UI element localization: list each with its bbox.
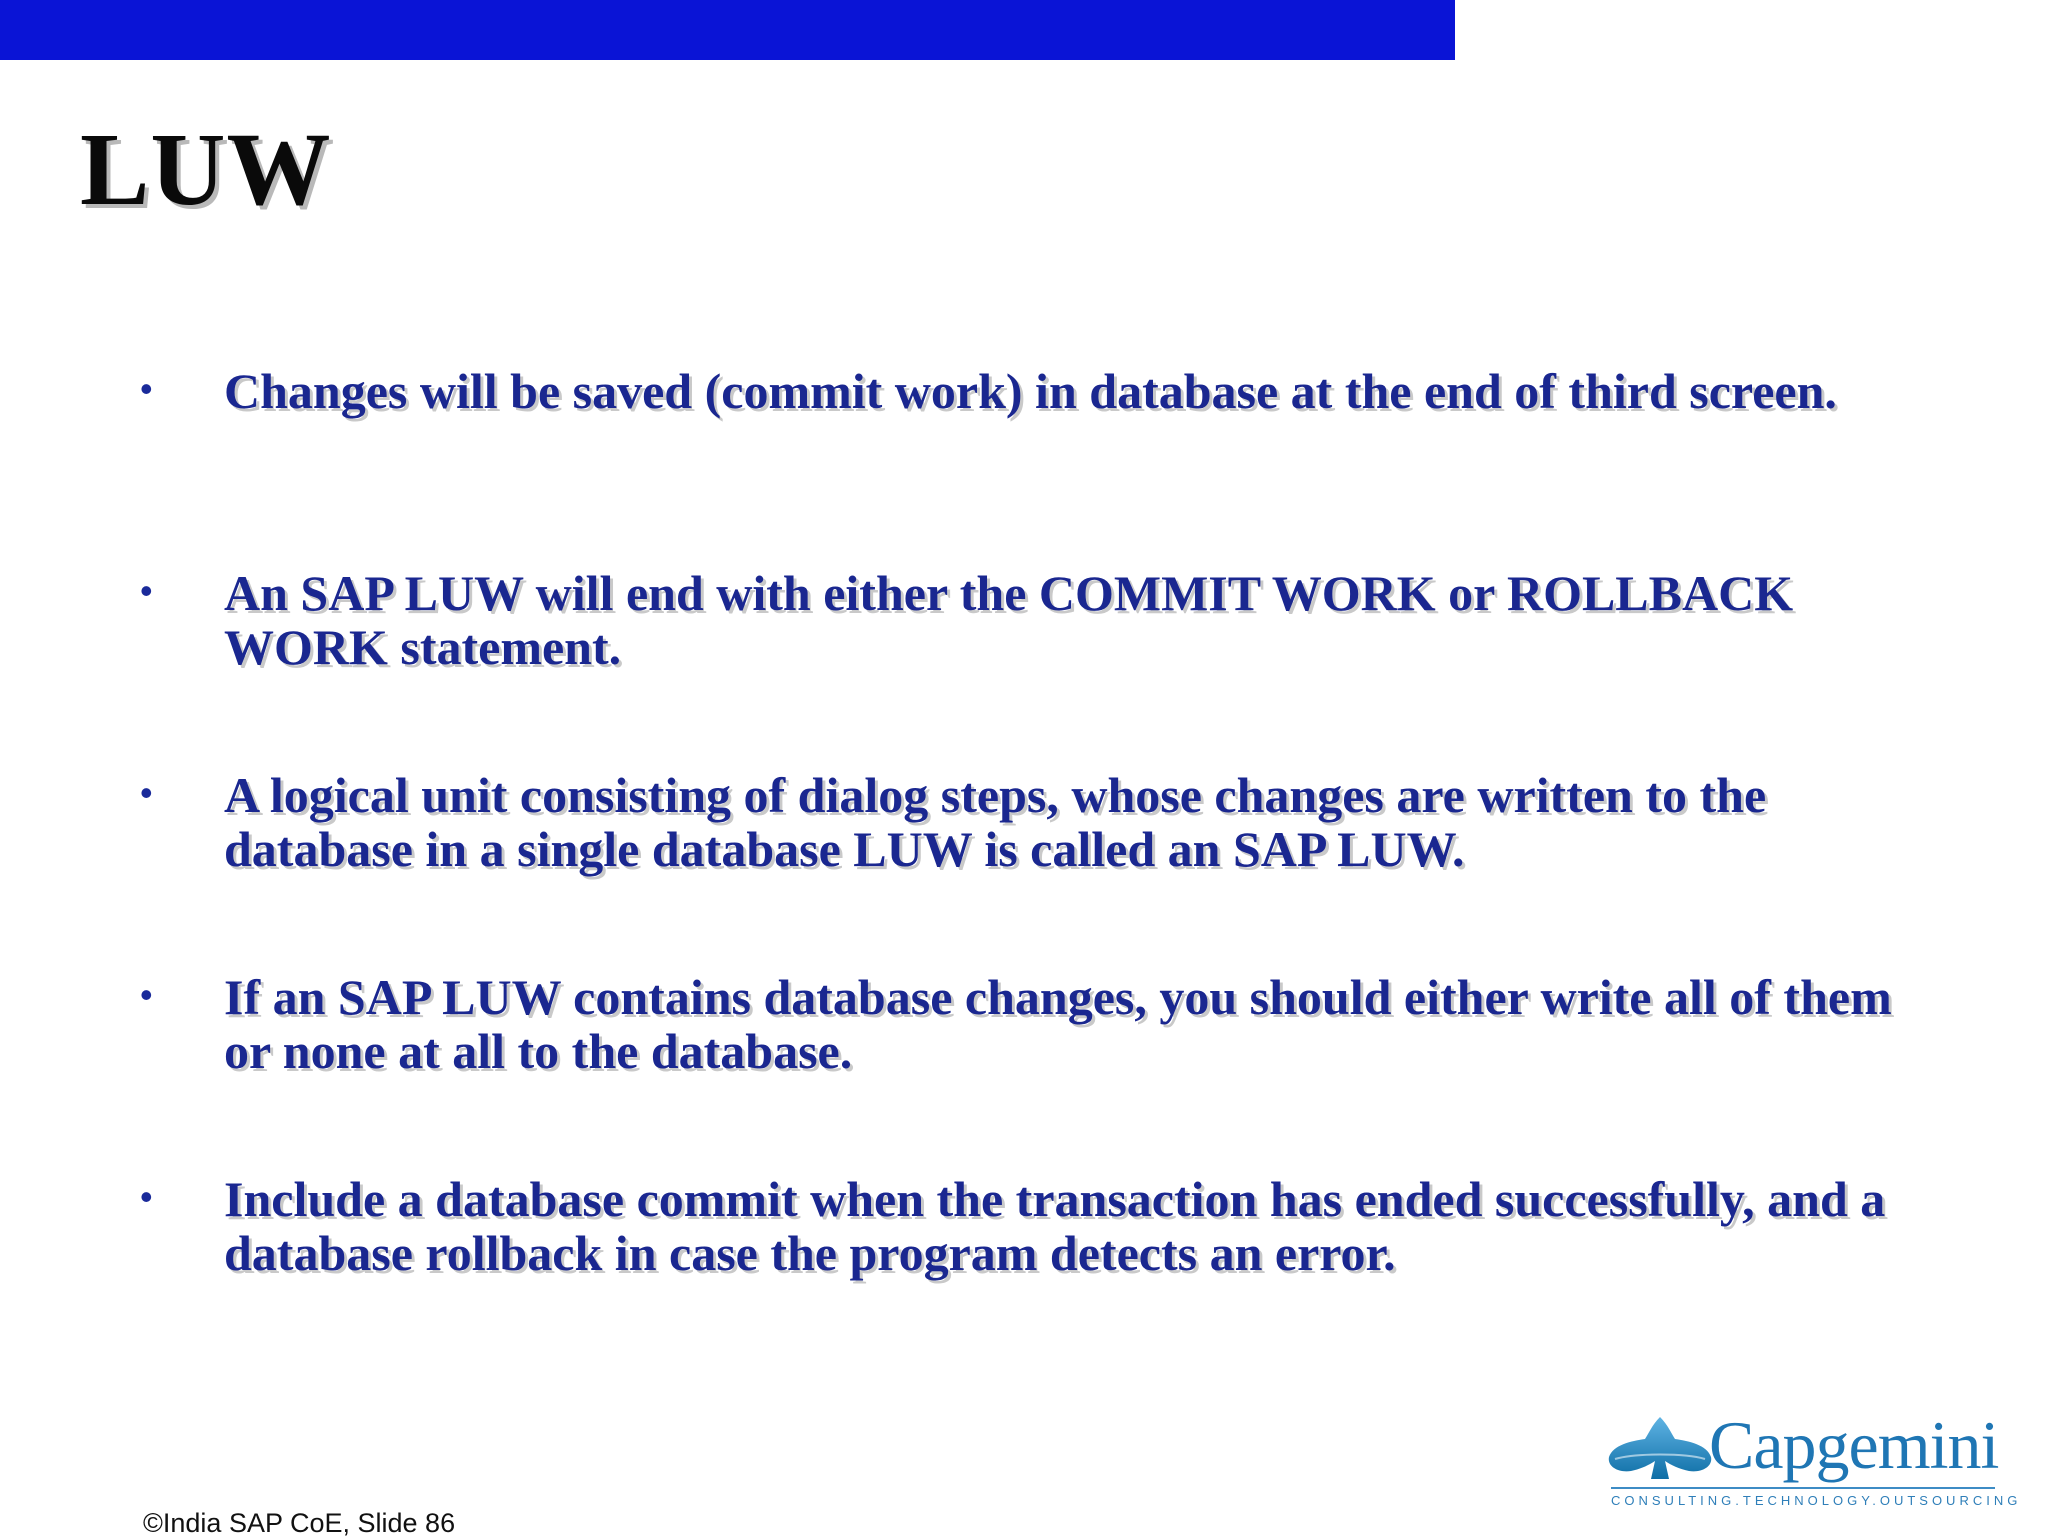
bullet-icon: •	[140, 1176, 153, 1217]
bullet-text: Include a database commit when the transaction has ended successfully, and a database rollback in case the program detects an error.	[224, 1171, 1886, 1281]
logo-divider	[1611, 1487, 1995, 1489]
bullet-icon: •	[140, 570, 153, 611]
bullet-item	[140, 364, 1920, 566]
bullet-icon: •	[140, 368, 153, 409]
capgemini-logo	[1605, 1407, 2022, 1515]
bullet-item	[140, 1172, 1920, 1374]
bullet-text: A logical unit consisting of dialog steps, whose changes are written to the database in a single database LUW is called an SAP LUW.	[224, 767, 1767, 877]
bullet-icon: •	[140, 974, 153, 1015]
bullet-item	[140, 970, 1920, 1172]
spade-icon	[1605, 1415, 1715, 1483]
bullet-item	[140, 566, 1920, 768]
bullet-text: An SAP LUW will end with either the COMMIT WORK or ROLLBACK WORK statement.	[224, 565, 1794, 675]
bullet-text: If an SAP LUW contains database changes, you should either write all of them or none at all to the database.	[224, 969, 1892, 1079]
logo-wordmark: Capgemini	[1709, 1407, 1999, 1483]
slide-title: LUW	[80, 112, 332, 227]
slide-footer: ©India SAP CoE, Slide 86	[143, 1508, 456, 1538]
bullet-item	[140, 768, 1920, 970]
bullet-icon: •	[140, 772, 153, 813]
bullet-text: Changes will be saved (commit work) in database at the end of third screen.	[224, 363, 1837, 419]
top-accent-bar	[0, 0, 1455, 60]
bullet-list	[140, 364, 1920, 1374]
logo-tagline: CONSULTING.TECHNOLOGY.OUTSOURCING	[1611, 1493, 2022, 1508]
